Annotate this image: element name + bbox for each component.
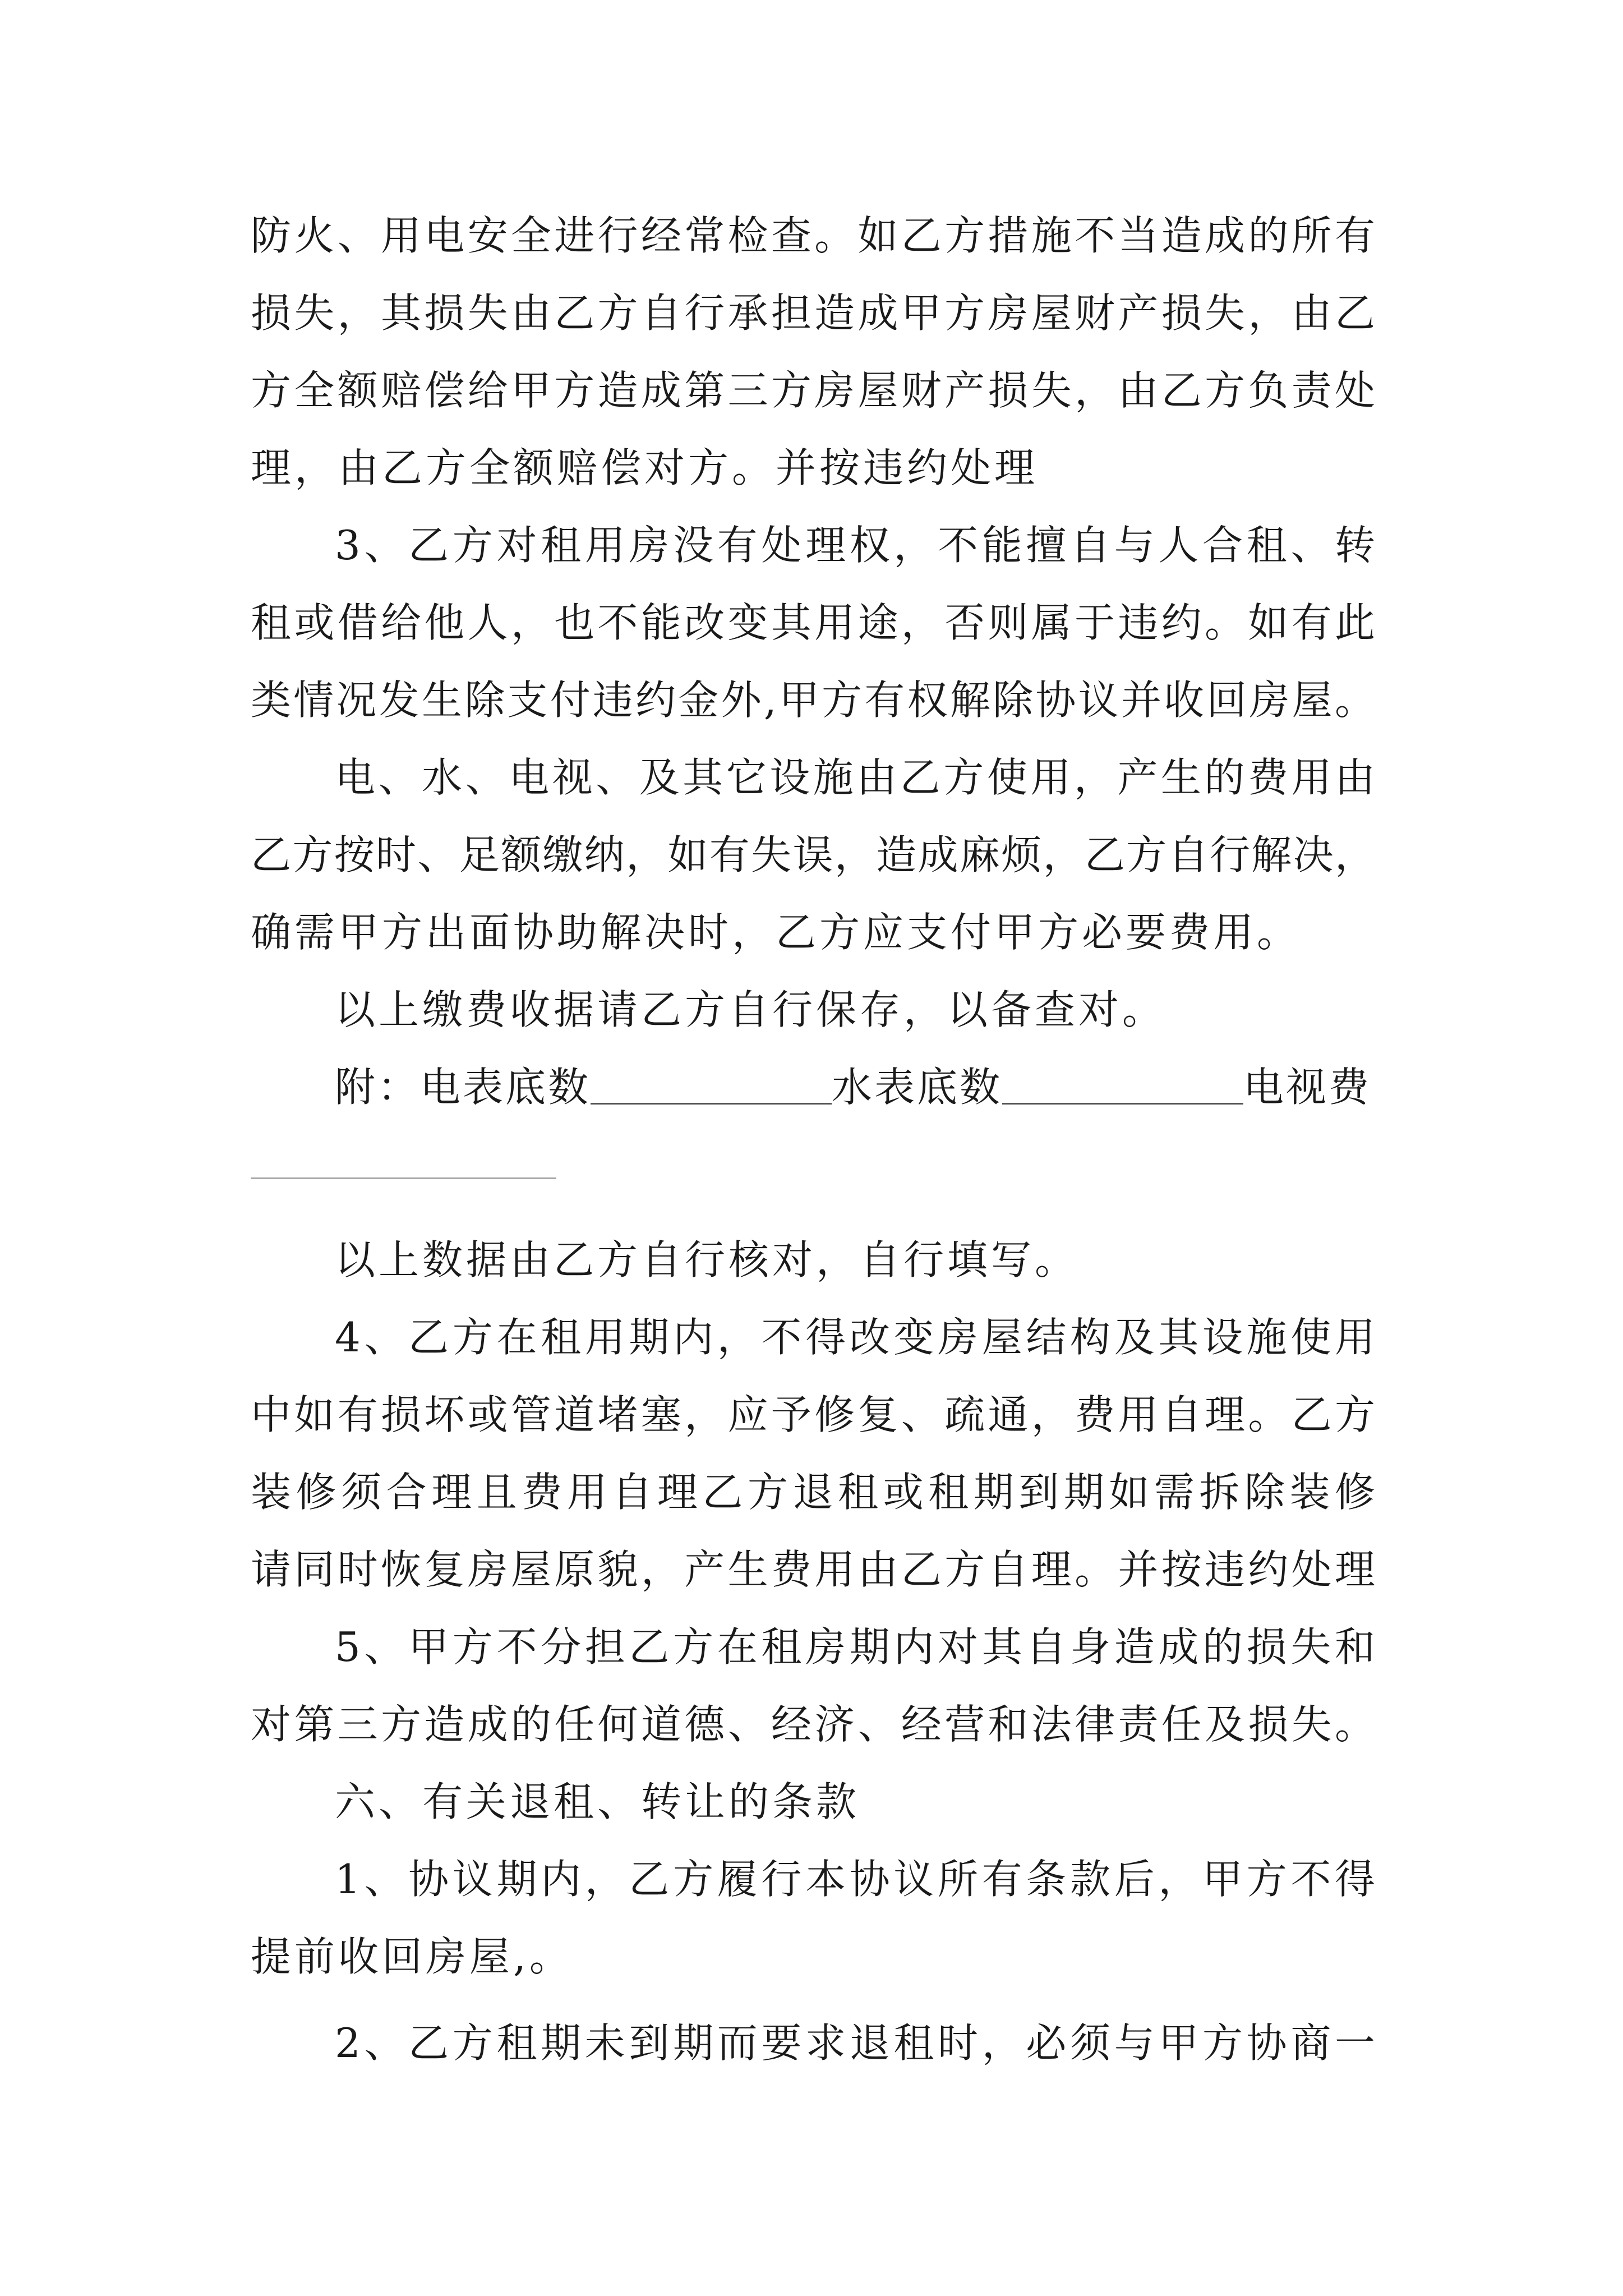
- water-meter-label: 水表底数: [832, 1064, 1003, 1111]
- text-line: 对第三方造成的任何道德、经济、经营和法律责任及损失。: [251, 1701, 1375, 1748]
- text-line: 电、水、电视、及其它设施由乙方使用，产生的费用由: [335, 754, 1375, 801]
- section-heading: 六、有关退租、转让的条款: [335, 1778, 860, 1825]
- text-line: 防火、用电安全进行经常检查。如乙方措施不当造成的所有: [251, 212, 1375, 259]
- text-line: 4、乙方在租用期内，不得改变房屋结构及其设施使用: [335, 1314, 1375, 1361]
- text-line: 请同时恢复房屋原貌，产生费用由乙方自理。并按违约处理: [251, 1546, 1375, 1593]
- text-line: 理，由乙方全额赔偿对方。并按违约处理: [251, 444, 1039, 491]
- electric-meter-blank[interactable]: [591, 1069, 832, 1105]
- water-meter-blank[interactable]: [1002, 1069, 1243, 1105]
- text-line: 提前收回房屋,。: [251, 1933, 573, 1980]
- text-line: 租或借给他人，也不能改变其用途，否则属于违约。如有此: [251, 599, 1375, 646]
- text-line: 以上缴费收据请乙方自行保存，以备查对。: [335, 986, 1166, 1033]
- meter-reading-line: [335, 1065, 1371, 1110]
- text-line: 中如有损坏或管道堵塞，应予修复、疏通，费用自理。乙方: [251, 1391, 1375, 1438]
- text-line: 类情况发生除支付违约金外,甲方有权解除协议并收回房屋。: [251, 677, 1375, 724]
- text-line: 以上数据由乙方自行核对，自行填写。: [335, 1236, 1079, 1283]
- text-line: 方全额赔偿给甲方造成第三方房屋财产损失，由乙方负责处: [251, 367, 1375, 414]
- electric-meter-label: 附：电表底数: [335, 1064, 591, 1111]
- text-line: 乙方按时、足额缴纳，如有失误，造成麻烦，乙方自行解决，: [251, 831, 1375, 878]
- text-line: 5、甲方不分担乙方在租房期内对其自身造成的损失和: [335, 1623, 1375, 1671]
- text-line: 损失，其损失由乙方自行承担造成甲方房屋财产损失，由乙: [251, 289, 1375, 337]
- tv-fee-label: 电视费: [1243, 1064, 1372, 1111]
- text-line: 确需甲方出面协助解决时，乙方应支付甲方必要费用。: [251, 909, 1301, 956]
- text-line: 2、乙方租期未到期而要求退租时，必须与甲方协商一: [335, 2019, 1375, 2067]
- tv-fee-blank[interactable]: [251, 1177, 556, 1179]
- text-line: 1、协议期内，乙方履行本协议所有条款后，甲方不得: [335, 1856, 1375, 1903]
- text-line: 3、乙方对租用房没有处理权，不能擅自与人合租、转: [335, 522, 1375, 569]
- text-line: 装修须合理且费用自理乙方退租或租期到期如需拆除装修: [251, 1469, 1375, 1516]
